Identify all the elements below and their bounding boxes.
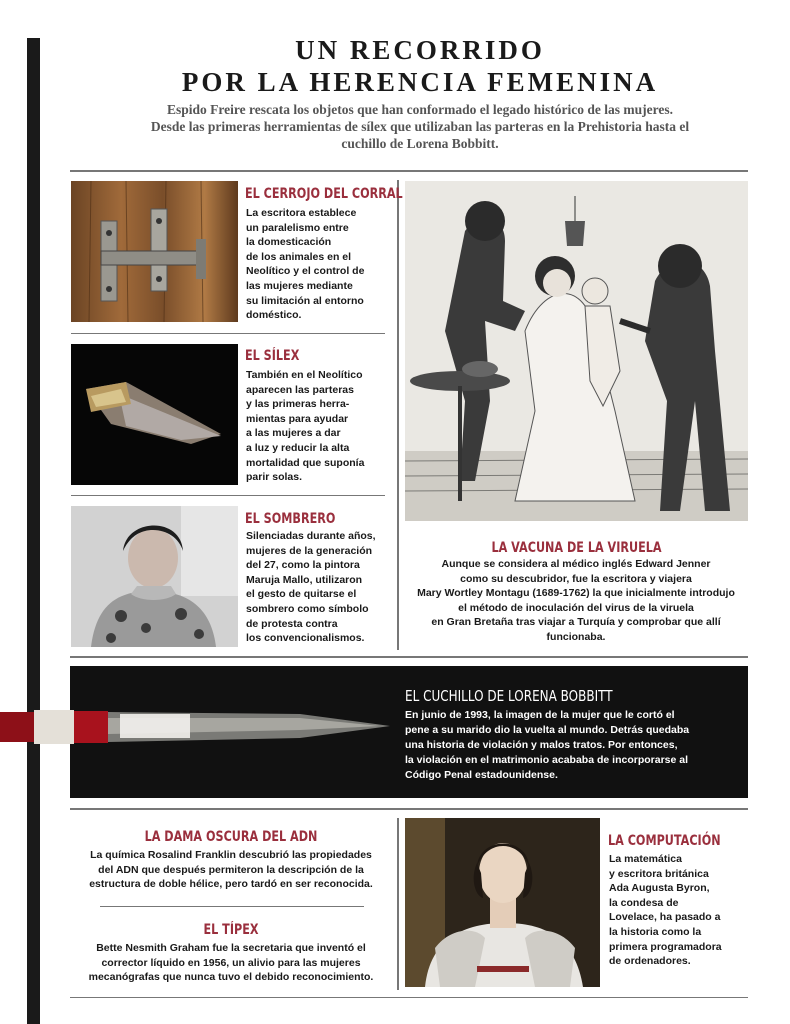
section-text-viruela: Aunque se considera al médico inglés Edward Jenner como su descubridor, fue la escritora y viajera Mary Wortley Montagu (1689-1762) la que inicialmente introdujo el método de inoculación del virus de la viruela en Gran Bretaña tras viajar a Turquía y comprobar que allí funcionaba. [417, 558, 735, 643]
section-text-cuchillo: En junio de 1993, la imagen de la mujer que le cortó el pene a su marido dio la vuelta al mundo. Detrás quedaba una historia de violación y malos tratos. Por entonces, la violación en el matrimonio acababa de incorporarse al Código Penal estadounidense. [405, 709, 690, 781]
column-divider [397, 818, 399, 990]
section-heading-cuchillo: EL CUCHILLO DE LORENA BOBBITT [405, 687, 613, 705]
maruja-mallo-photo [71, 506, 238, 647]
page-subtitle [62, 101, 778, 152]
section-heading-tipex: EL TÍPEX [203, 922, 259, 938]
section-text-adn: La química Rosalind Franklin descubrió las propiedades del ADN que después permiteron la descripción de la estructura de doble hélice, pero tardó en ser reconocida. [89, 849, 373, 891]
subtitle-line: Espido Freire rescata los objetos que han conformado el legado histórico de las mujeres. [167, 102, 673, 117]
section-divider [70, 656, 748, 658]
bottom-divider [70, 997, 748, 998]
section-text-computacion: La matemática y escritora británica Ada Augusta Byron, la condesa de Lovelace, ha pasado a la historia como la primera programadora de ordenadores. [609, 853, 722, 968]
section-heading-viruela: LA VACUNA DE LA VIRUELA [491, 540, 662, 556]
section-divider [71, 333, 385, 334]
knife-image [0, 700, 400, 760]
subtitle-line: cuchillo de Lorena Bobbitt. [341, 136, 499, 151]
section-text-silex: También en el Neolítico aparecen las parteras y las primeras herra- mientas para ayudar a las mujeres a dar a luz y reducir la alta mortalidad que suponía parir solas. [246, 369, 365, 484]
subtitle-line: Desde las primeras herramientas de sílex que utilizaban las parteras en la Prehistoria hasta el [150, 119, 690, 134]
column-divider [397, 180, 399, 650]
bolt-photo [71, 181, 238, 322]
flint-photo [71, 344, 238, 485]
section-heading-computacion: LA COMPUTACIÓN [608, 833, 721, 849]
ada-lovelace-portrait [405, 818, 600, 987]
section-heading-adn: LA DAMA OSCURA DEL ADN [144, 829, 318, 845]
section-text-sombrero: Silenciadas durante años, mujeres de la generación del 27, como la pintora Maruja Mallo, utilizaron el gesto de quitarse el sombrero como símbolo de protesta contra los convencionalismos. [246, 530, 376, 645]
section-text-cerrojo: La escritora establece un paralelismo entre la domesticación de los animales en el Neolítico y el control de las mujeres mediante su limitación al entorno doméstico. [246, 207, 365, 322]
smallpox-engraving [405, 181, 748, 521]
section-text-tipex: Bette Nesmith Graham fue la secretaria que inventó el corrector líquido en 1956, un alivio para las mujeres mecanógrafas que nunca tuvo el debido reconocimiento. [88, 942, 374, 984]
page-title-line-2: POR LA HERENCIA FEMENINA [181, 67, 659, 97]
section-divider [100, 906, 364, 907]
page-title-line-1: UN RECORRIDO [295, 35, 545, 65]
decorative-vertical-bar [27, 38, 40, 1024]
top-divider [70, 170, 748, 172]
section-heading-cerrojo: EL CERROJO DEL CORRAL [245, 186, 403, 202]
section-heading-silex: EL SÍLEX [245, 348, 300, 364]
section-divider [71, 495, 385, 496]
section-heading-sombrero: EL SOMBRERO [245, 511, 336, 527]
section-divider [70, 808, 748, 810]
